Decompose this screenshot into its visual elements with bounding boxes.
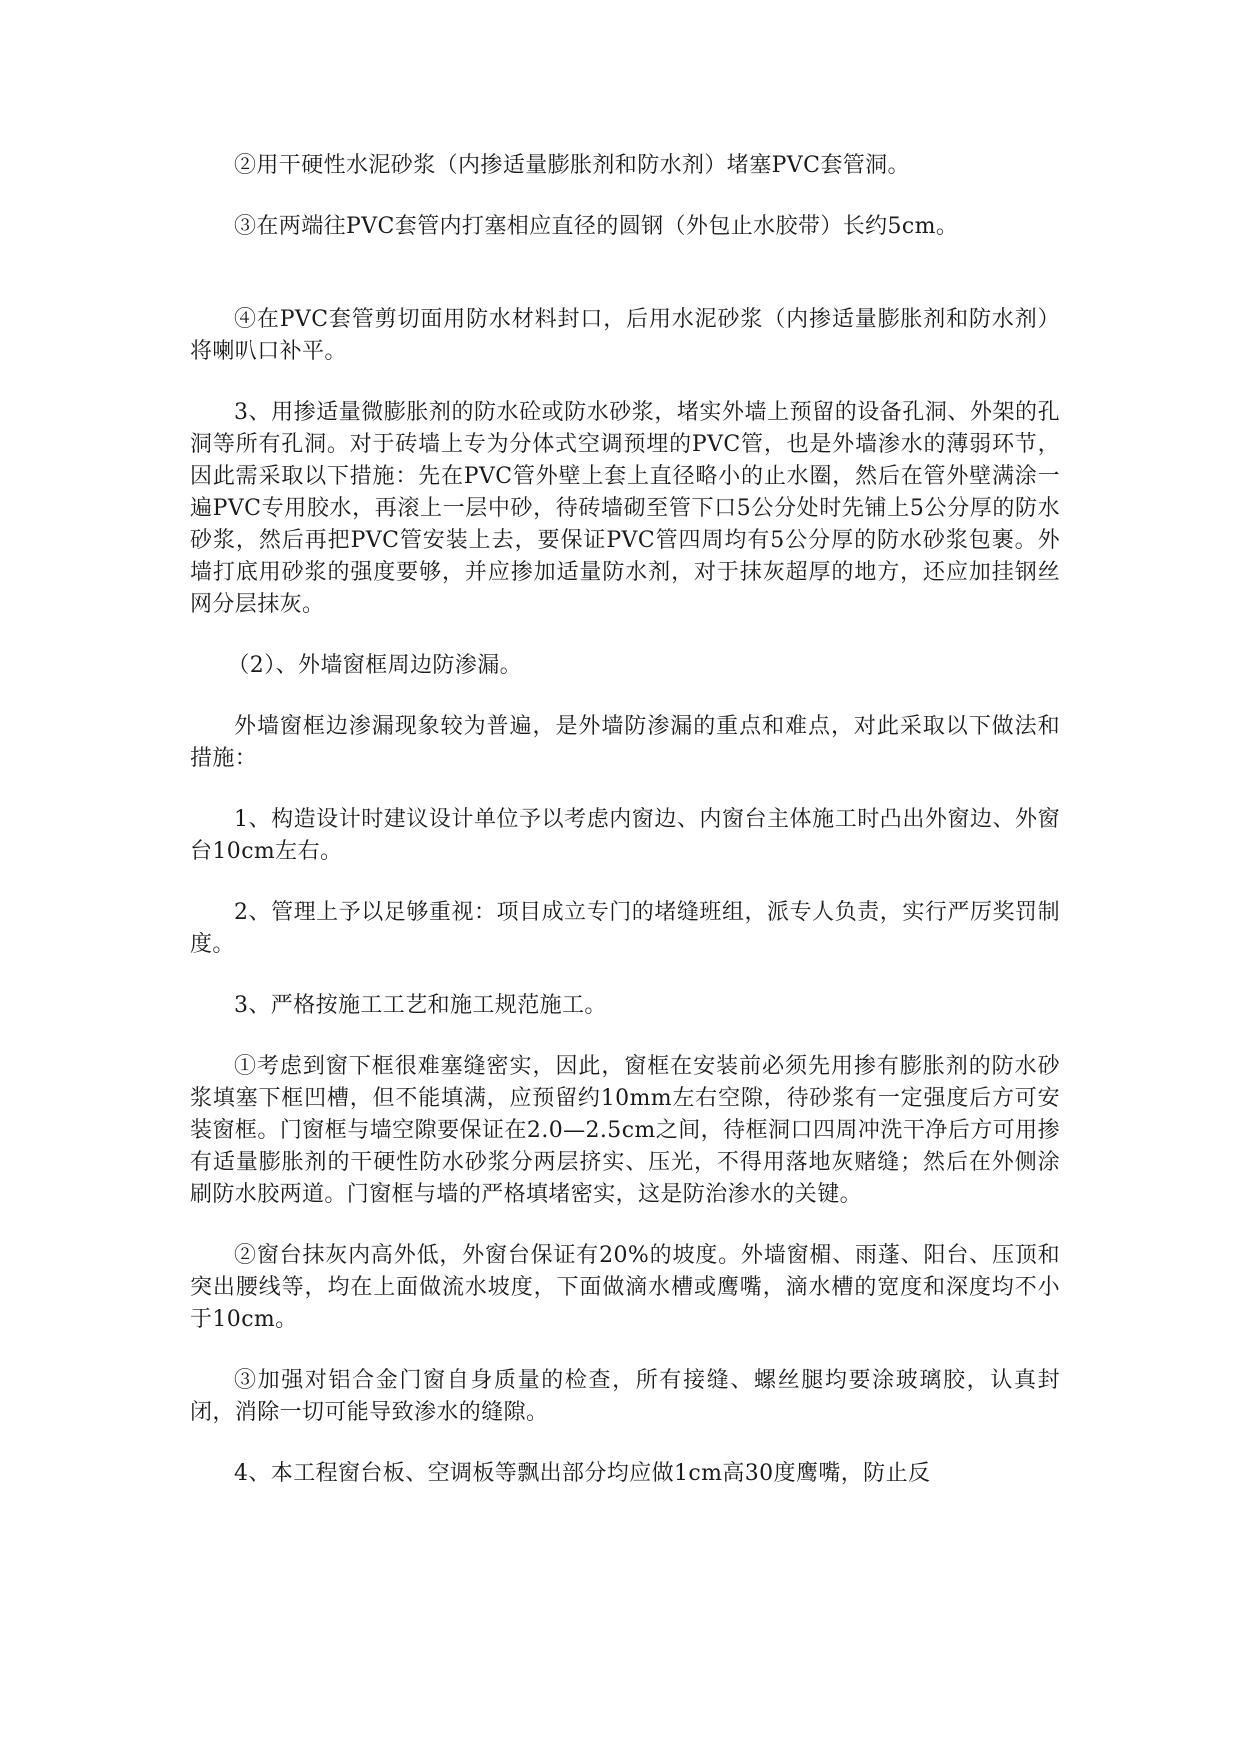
paragraph-step-2: ②用干硬性水泥砂浆（内掺适量膨胀剂和防水剂）堵塞PVC套管洞。	[234, 153, 910, 178]
document-body	[190, 150, 1060, 1519]
section-heading-window-frame: （2）、外墙窗框周边防渗漏。	[227, 653, 522, 678]
paragraph-sub-2-sill: ②窗台抹灰内高外低，外窗台保证有20%的坡度。外墙窗楣、雨蓬、阳台、压顶和突出腰线等，均在上面做流水坡度，下面做滴水槽或鹰嘴，滴水槽的宽度和深度均不小于10cm。	[190, 1243, 1060, 1332]
paragraph-item-3-holes: 3、用掺适量微膨胀剂的防水砼或防水砂浆，堵实外墙上预留的设备孔洞、外架的孔洞等所有孔洞。对于砖墙上专为分体式空调预埋的PVC管，也是外墙渗水的薄弱环节，因此需采取以下措施：先在PVC管外壁上套上直径略小的止水圈，然后在管外壁满涂一遍PVC专用胶水，再滚上一层中砂，待砖墙砌至管下口5公分处时先铺上5公分厚的防水砂浆，然后再把PVC管安装上去，要保证PVC管四周均有5公分厚的防水砂浆包裹。外墙打底用砂浆的强度要够，并应掺加适量防水剂，对于抹灰超厚的地方，还应加挂钢丝网分层抹灰。	[190, 400, 1060, 617]
paragraph-item-4-drip: 4、本工程窗台板、空调板等飘出部分均应做1cm高30度鹰嘴，防止反	[234, 1461, 931, 1486]
paragraph-sub-1-frame-install: ①考虑到窗下框很难塞缝密实，因此，窗框在安装前必须先用掺有膨胀剂的防水砂浆填塞下框凹槽，但不能填满，应预留约10mm左右空隙，待砂浆有一定强度后方可安装窗框。门窗框与墙空隙要保证在2.0—2.5cm之间，待框洞口四周冲洗干净后方可用掺有适量膨胀剂的干硬性防水砂浆分两层挤实、压光，不得用落地灰赌缝；然后在外侧涂刷防水胶两道。门窗框与墙的严格填堵密实，这是防治渗水的关键。	[190, 1054, 1060, 1207]
paragraph-sub-3-inspection: ③加强对铝合金门窗自身质量的检查，所有接缝、螺丝腿均要涂玻璃胶，认真封闭，消除一切可能导致渗水的缝隙。	[190, 1368, 1060, 1425]
paragraph-item-1-design: 1、构造设计时建议设计单位予以考虑内窗边、内窗台主体施工时凸出外窗边、外窗台10cm左右。	[190, 807, 1060, 864]
paragraph-step-4: ④在PVC套管剪切面用防水材料封口，后用水泥砂浆（内掺适量膨胀剂和防水剂）将喇叭口补平。	[190, 307, 1060, 364]
paragraph-item-3-process: 3、严格按施工工艺和施工规范施工。	[234, 993, 607, 1018]
paragraph-window-intro: 外墙窗框边渗漏现象较为普遍，是外墙防渗漏的重点和难点，对此采取以下做法和措施：	[190, 714, 1060, 771]
paragraph-item-2-management: 2、管理上予以足够重视：项目成立专门的堵缝班组，派专人负责，实行严厉奖罚制度。	[190, 900, 1060, 957]
paragraph-step-3: ③在两端往PVC套管内打塞相应直径的圆钢（外包止水胶带）长约5cm。	[234, 214, 959, 239]
